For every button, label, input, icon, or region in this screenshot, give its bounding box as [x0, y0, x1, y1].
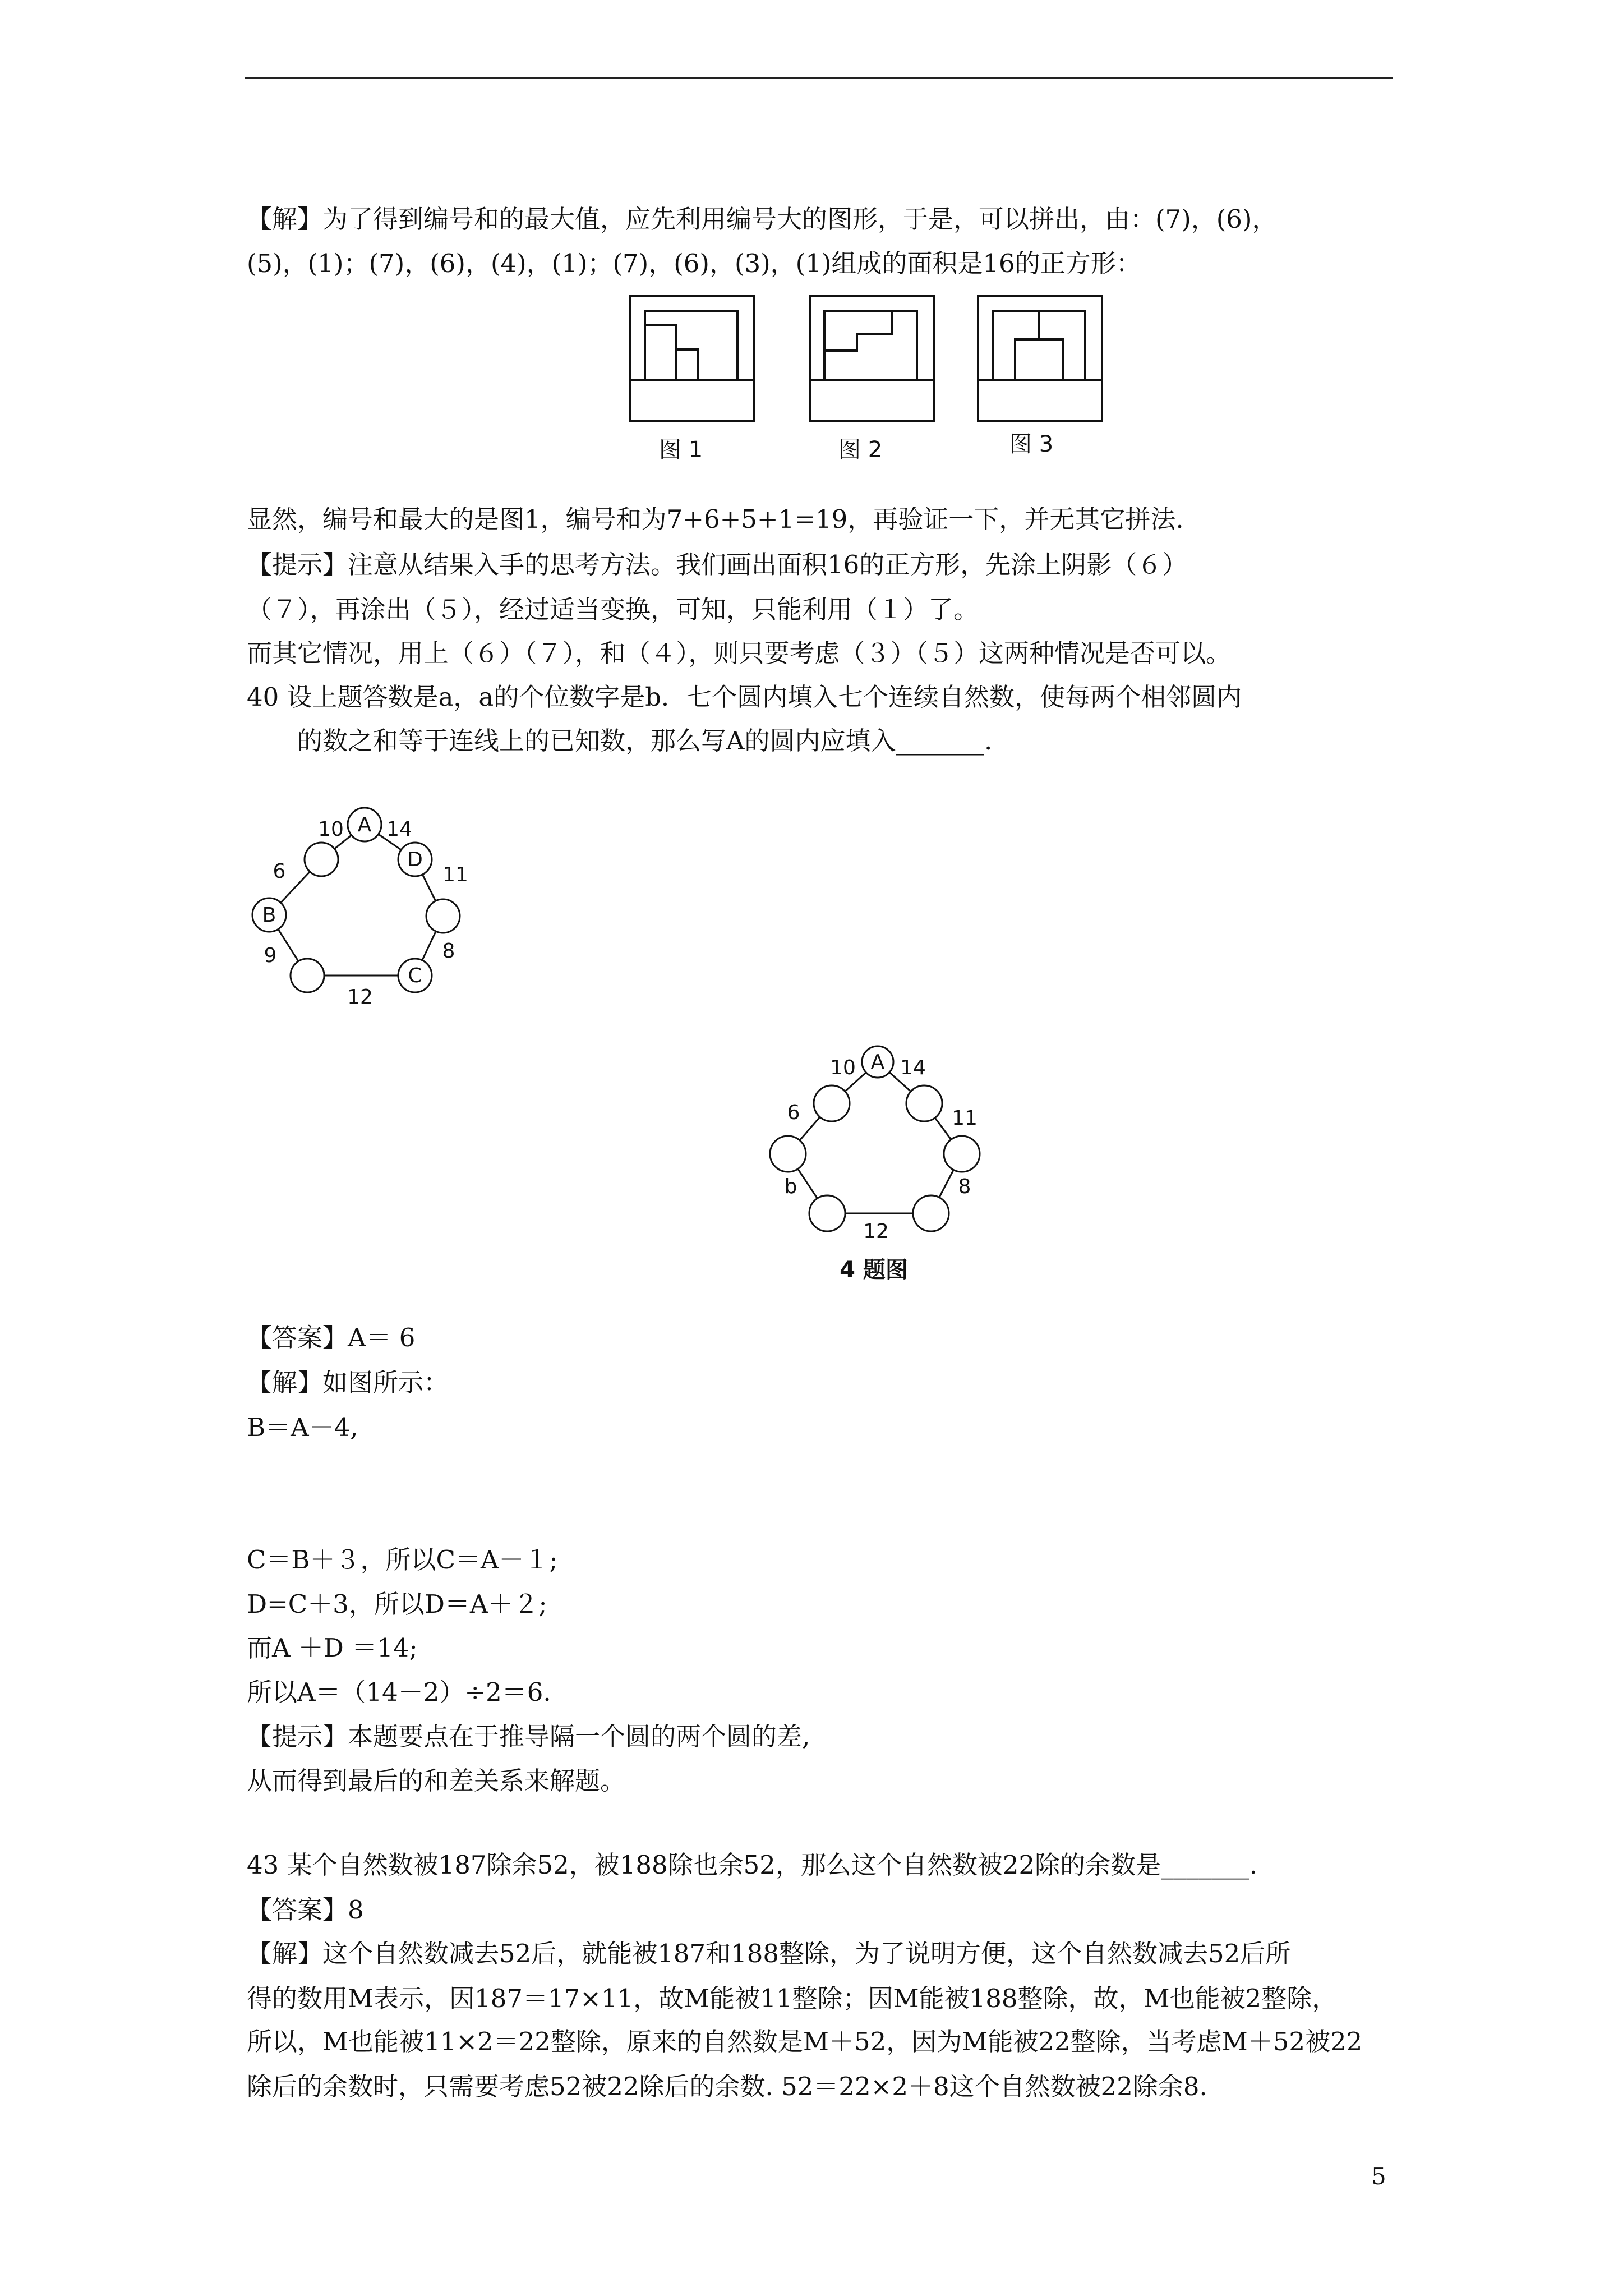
edge2-11: 11 [952, 1107, 978, 1130]
square-2-outer [810, 296, 934, 421]
circle-figure-2 [757, 1035, 998, 1293]
figure-caption: 4 题图 [840, 1257, 908, 1283]
p1-line2: (5)，(1)；(7)，(6)，(4)，(1)；(7)，(6)，(3)，(1)组成的面积是16的正方形： [247, 249, 1141, 278]
label-d: D [407, 848, 423, 871]
q40-line2: 的数之和等于连线上的已知数，那么写A的圆内应填入_______. [297, 726, 993, 756]
header-rule [245, 77, 1393, 79]
circle2-left [770, 1136, 806, 1172]
circle2-bottom-right [913, 1195, 949, 1231]
p1-line1: 【解】为了得到编号和的最大值，应先利用编号大的图形，于是，可以拼出，由：(7)，(6)， [247, 204, 1278, 234]
edge2-8: 8 [958, 1175, 971, 1198]
edge-9: 9 [264, 944, 277, 967]
circle2-right [944, 1136, 980, 1172]
solution-40-l2: C＝B＋３，所以C＝A－１; [247, 1545, 558, 1575]
hint-40-l2: 从而得到最后的和差关系来解题。 [247, 1766, 626, 1796]
circle-top-left [305, 843, 338, 876]
edge2-14: 14 [900, 1056, 926, 1079]
edge2-12: 12 [863, 1220, 889, 1243]
caption-fig2: 图 2 [838, 437, 883, 463]
hint-40-l1: 【提示】本题要点在于推导隔一个圆的两个圆的差, [247, 1722, 810, 1751]
circle2-bottom-left [809, 1195, 845, 1231]
circle2-top-left [814, 1085, 850, 1121]
solution-40-title: 【解】如图所示： [247, 1368, 449, 1397]
square-3-outer [978, 296, 1102, 421]
edge-8: 8 [442, 940, 455, 963]
p2-line2: 【提示】注意从结果入手的思考方法。我们画出面积16的正方形，先涂上阴影（６） [247, 550, 1188, 579]
label-c: C [408, 964, 422, 987]
solution-40-l5: 所以A＝（14－2）÷2＝6. [247, 1677, 551, 1707]
page-number: 5 [1371, 2162, 1386, 2190]
edge2-10: 10 [830, 1056, 856, 1079]
solution-43-l3: 所以，M也能被11×2＝22整除，原来的自然数是M＋52，因为M能被22整除，当考虑M＋52被22 [247, 2027, 1363, 2056]
answer-43: 【答案】8 [247, 1895, 364, 1925]
edge-10: 10 [318, 818, 344, 841]
square-1-outer [630, 296, 754, 421]
circle2-top-right [906, 1085, 942, 1121]
edge2-6: 6 [787, 1101, 800, 1124]
edge-14: 14 [386, 818, 412, 841]
solution-40-l1: B＝A－4, [247, 1412, 358, 1442]
answer-40: 【答案】A＝ 6 [247, 1323, 416, 1352]
caption-fig1: 图 1 [659, 437, 703, 463]
caption-fig3: 图 3 [1009, 431, 1054, 457]
edge2-b: b [784, 1175, 797, 1198]
p2-line1: 显然，编号和最大的是图1，编号和为7+6+5+1=19，再验证一下，并无其它拼法. [247, 504, 1184, 534]
p2-line4: 而其它情况，用上（６）（７），和（４），则只要考虑（３）（５）这两种情况是否可以。 [247, 638, 1232, 668]
circle-right [426, 899, 460, 933]
circle-bottom-left [291, 959, 324, 992]
solution-40-l4: 而A ＋D ＝14; [247, 1633, 418, 1663]
q40-line1: 40 设上题答数是a，a的个位数字是b．七个圆内填入七个连续自然数，使每两个相邻圆内 [247, 682, 1242, 712]
label2-a: A [870, 1051, 885, 1074]
squares-figure [623, 289, 1127, 474]
edge-6: 6 [273, 860, 286, 883]
square-1-inner [645, 311, 737, 380]
edge-11: 11 [442, 863, 468, 886]
solution-43-l2: 得的数用M表示，因187＝17×11，故M能被11整除；因M能被188整除，故，M也能被2整除， [247, 1984, 1338, 2013]
edge-12: 12 [347, 986, 373, 1009]
solution-40-l3: D=C＋3，所以D＝A＋２; [247, 1589, 547, 1619]
question-43: 43 某个自然数被187除余52，被188除也余52，那么这个自然数被22除的余数是_______. [247, 1850, 1257, 1880]
p2-line3: （７），再涂出（５），经过适当变换，可知，只能利用（１）了。 [247, 595, 979, 624]
circle-figure-1 [241, 794, 482, 1013]
label-b: B [262, 904, 276, 927]
solution-43-l4: 除后的余数时，只需要考虑52被22除后的余数. 52＝22×2＋8这个自然数被22除余8. [247, 2072, 1207, 2101]
square-2-inner [824, 311, 917, 380]
label-a: A [357, 813, 372, 836]
solution-43-l1: 【解】这个自然数减去52后，就能被187和188整除，为了说明方便，这个自然数减去52后所 [247, 1939, 1291, 1968]
